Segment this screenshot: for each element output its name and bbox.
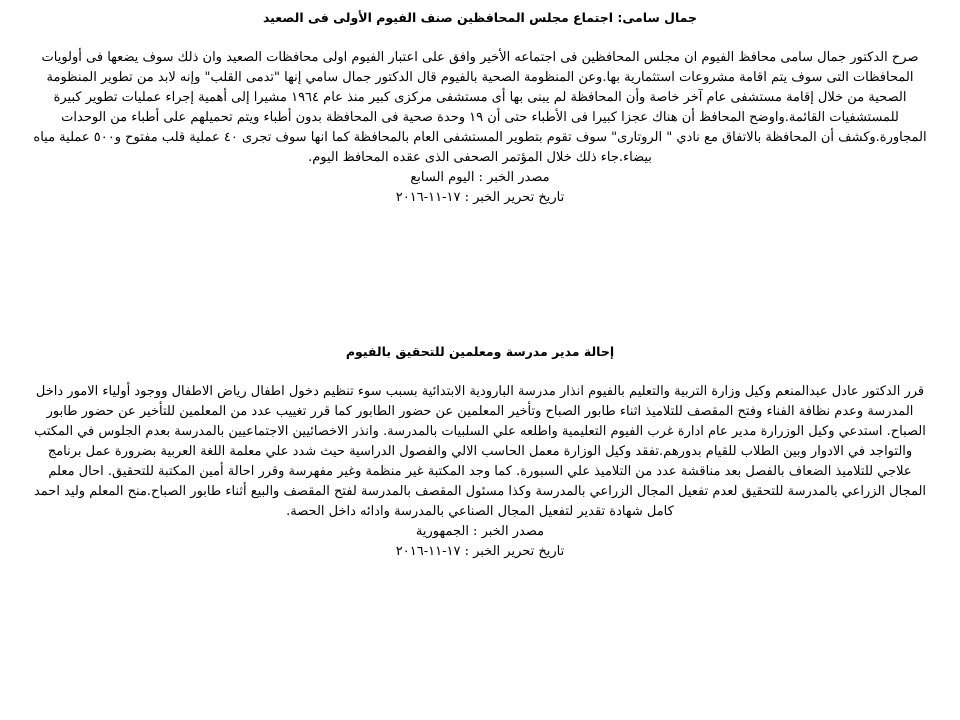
news-article: [30, 8, 930, 208]
article-date: تاريخ تحرير الخبر : ١٧-١١-٢٠١٦: [395, 190, 565, 205]
article-source: مصدر الخبر : اليوم السابع: [410, 170, 550, 185]
article-source: مصدر الخبر : الجمهورية: [415, 524, 545, 539]
blank-line: [30, 28, 930, 48]
blank-line: [30, 362, 930, 382]
article-headline: إحالة مدير مدرسة ومعلمين للتحقيق بالفيوم: [345, 344, 615, 359]
article-body: صرح الدكتور جمال سامى محافظ الفيوم ان مجلس المحافظين فى اجتماعه الأخير وافق على اعتبار الفيوم اولى محافظات الصعيد وان ذلك سوف يضعها فى أولويات المحافظات التى سوف يتم اقامة مشروعات استثمارية بها.وعن المنظومة الصحية بالفيوم قال الدكتور جمال سامي إنها "تدمى القلب" وإنه لابد من تطوير المنظومة الصحية من خلال إقامة مستشفى عام آخر خاصة وأن المحافظة لم يبنى بها أى مستشفى مركزى كبير منذ عام ١٩٦٤ مشيرا إلى أهمية إجراء عمليات تطوير كبيرة للمستشفيات القائمة.واوضح المحافظ أن هناك عجزا كبيرا فى الأطباء حتى أن ١٩ وحدة صحية فى المحافظة بدون أطباء ويتم تحميلهم على أطباء من الوحدات المجاورة.وكشف أن المحافظة بالاتفاق مع نادي " الروتارى" سوف تقوم بتطوير المستشفى العام بالمحافظة كما انها سوف تجرى ٤٠ عملية قلب مفتوح و٥٠٠ عملية مياه بيضاء.جاء ذلك خلال المؤتمر الصحفى الذى عقده المحافظ اليوم.: [33, 50, 927, 165]
article-body: قرر الدكتور عادل عبدالمنعم وكيل وزارة التربية والتعليم بالفيوم انذار مدرسة البارودية الابتدائية بسبب سوء تنظيم دخول اطفال رياض الاطفال ووجود أولياء الامور داخل المدرسة وعدم نظافة الفناء وفتح المقصف للتلاميذ اثناء طابور الصباح وتأخير المعلمين عن حضور الطابور كما قرر تغييب عدد من المعلمين للتأخير عن حضور طابور الصباح. استدعي وكيل الوزرارة مدير عام ادارة غرب الفيوم التعليمية واطلعه علي السلبيات بالمدرسة. وانذر الاخصائيين الاجتماعيين بالمدرسة بعدم الجلوس في المكتب والتواجد في الادوار وبين الطلاب للقيام بدورهم.تفقد وكيل الوزارة معمل الحاسب الالي والفصول الدراسية حيث شدد علي معلمة اللغة العربية بضرورة عمل برنامج علاجي للتلاميذ الضعاف بالفصل بعد مناقشة عدد من التلاميذ علي السبورة. كما وجد المكتبة غير منظمة وغير مفهرسة وقرر احالة أمين المكتبة للتحقيق. احال معلم المجال الزراعي بالمدرسة للتحقيق لعدم تفعيل المجال الزراعي بالمدرسة وكذا مسئول المقصف بالمدرسة لفتح المقصف والبيع أثناء طابور الصباح.منح المعلم وليد احمد كامل شهادة تقدير لتفعيل المجال الصناعي بالمدرسة وادائه داخل الحصة.: [33, 384, 927, 519]
article-date: تاريخ تحرير الخبر : ١٧-١١-٢٠١٦: [395, 544, 565, 559]
news-article: [30, 342, 930, 562]
article-headline: جمال سامى: اجتماع مجلس المحافظين صنف الفيوم الأولى فى الصعيد: [262, 10, 698, 25]
